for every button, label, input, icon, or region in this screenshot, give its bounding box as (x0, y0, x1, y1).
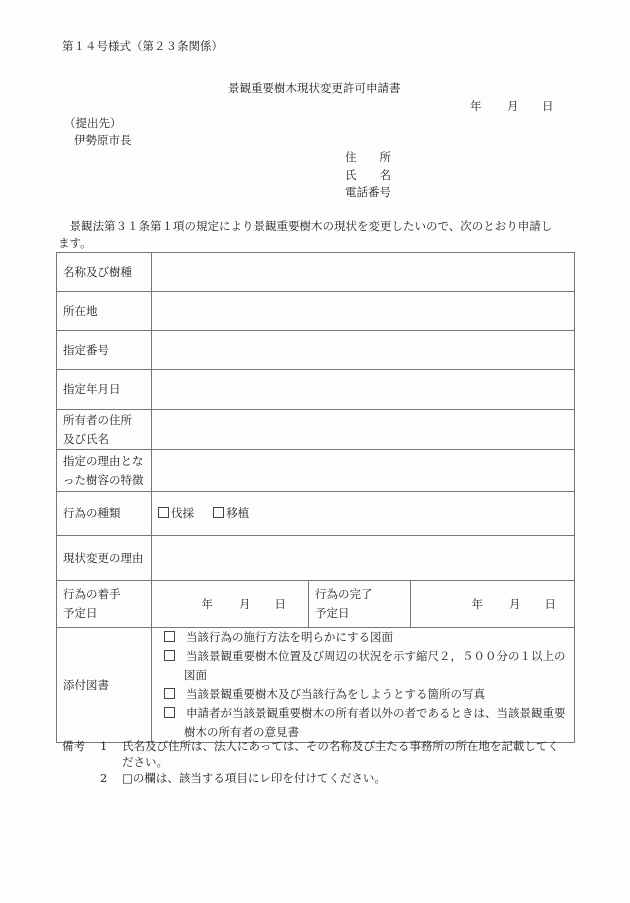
row-label (57, 581, 152, 628)
checkbox-icon[interactable] (164, 707, 175, 718)
checkbox-icon[interactable] (164, 631, 175, 642)
reason-field[interactable] (152, 536, 575, 581)
checkbox-icon[interactable] (164, 650, 175, 661)
attachment-label: 当該景観重要樹木位置及び周辺の状況を示す縮尺２，５００分の１以上の図面 (184, 649, 566, 682)
option-transplant[interactable] (213, 506, 249, 520)
label-line: 指定の理由とな (63, 453, 144, 468)
date-day: 日 (542, 99, 554, 113)
page-title: 景観重要樹木現状変更許可申請書 (228, 81, 401, 95)
species-field[interactable] (152, 253, 575, 292)
attachment-item[interactable] (158, 704, 568, 742)
end-date-field[interactable] (411, 581, 575, 628)
checkbox-icon[interactable] (213, 507, 224, 518)
row-label: 行為の種類 (57, 492, 152, 536)
table-row (57, 253, 575, 292)
attachment-label: 当該行為の施行方法を明らかにする図面 (186, 630, 393, 644)
checkbox-icon[interactable] (164, 688, 175, 699)
row-label: 添付図書 (57, 628, 152, 743)
table-row (57, 292, 575, 331)
table-row (57, 536, 575, 581)
row-label (57, 410, 152, 450)
month-label: 月 (509, 596, 521, 611)
row-label (309, 581, 411, 628)
day-label: 日 (274, 596, 286, 611)
start-date-field[interactable] (152, 581, 309, 628)
table-row (57, 628, 575, 743)
applicant-address-label: 住 所 (345, 150, 391, 164)
tree-features-field[interactable] (152, 450, 575, 492)
attachment-item[interactable] (158, 685, 568, 704)
row-label: 現状変更の理由 (57, 536, 152, 581)
note-item (62, 738, 562, 770)
table-row (57, 370, 575, 410)
attachments-list (152, 628, 575, 743)
attachment-item[interactable] (158, 628, 568, 647)
note-text: 氏名及び住所は、法人にあっては、その名称及び主たる事務所の所在地を記載してください。 (122, 739, 559, 769)
label-line: 予定日 (63, 606, 98, 620)
attachment-label: 申請者が当該景観重要樹木の所有者以外の者であるときは、当該景観重要樹木の所有者の意見書 (184, 706, 566, 739)
note-text: □の欄は、該当する項目にレ印を付けてください。 (122, 771, 386, 785)
note-item (62, 770, 562, 786)
designation-number-field[interactable] (152, 331, 575, 370)
location-field[interactable] (152, 292, 575, 331)
submit-to-label: （提出先） (64, 116, 122, 130)
label-line: 及び氏名 (63, 431, 109, 446)
act-type-options (152, 492, 575, 536)
label-line: 行為の完了 (315, 587, 373, 601)
owner-field[interactable] (152, 410, 575, 450)
option-label: 伐採 (171, 506, 194, 520)
day-label: 日 (544, 596, 557, 611)
row-label: 指定年月日 (57, 370, 152, 410)
notes (62, 738, 562, 786)
form-number: 第１４号様式（第２３条関係） (62, 39, 223, 53)
note-number: 1 (100, 739, 108, 753)
table-row (57, 492, 575, 536)
attachment-label: 当該景観重要樹木及び当該行為をしようとする箇所の写真 (186, 687, 485, 701)
application-table (56, 252, 575, 743)
year-label: 年 (201, 596, 213, 611)
applicant-phone-label: 電話番号 (345, 185, 391, 199)
year-label: 年 (471, 596, 484, 611)
notes-heading: 備考 (62, 739, 85, 753)
date-month: 月 (507, 99, 519, 113)
date-year: 年 (470, 99, 482, 113)
table-row (57, 410, 575, 450)
row-label: 指定番号 (57, 331, 152, 370)
row-label (57, 450, 152, 492)
label-line: 行為の着手 (63, 587, 121, 601)
label-line: 所有者の住所 (63, 412, 132, 427)
table-row (57, 581, 575, 628)
applicant-name-label: 氏 名 (345, 168, 391, 182)
option-label: 移植 (226, 506, 250, 520)
table-row (57, 331, 575, 370)
label-line: 予定日 (315, 606, 350, 620)
label-line: った樹容の特徴 (63, 472, 144, 487)
table-row (57, 450, 575, 492)
intro-text-line1: 景観法第３１条第１項の規定により景観重要樹木の現状を変更したいので、次のとおり申請し (58, 219, 553, 233)
month-label: 月 (239, 596, 251, 611)
option-felling[interactable] (158, 506, 194, 520)
attachment-item[interactable] (158, 647, 568, 685)
row-label: 所在地 (57, 292, 152, 331)
intro-text-line2: ます。 (58, 236, 92, 250)
submit-to: 伊勢原市長 (74, 133, 132, 147)
checkbox-icon[interactable] (158, 507, 169, 518)
row-label: 名称及び樹種 (57, 253, 152, 292)
designation-date-field[interactable] (152, 370, 575, 410)
note-number: 2 (100, 771, 108, 785)
